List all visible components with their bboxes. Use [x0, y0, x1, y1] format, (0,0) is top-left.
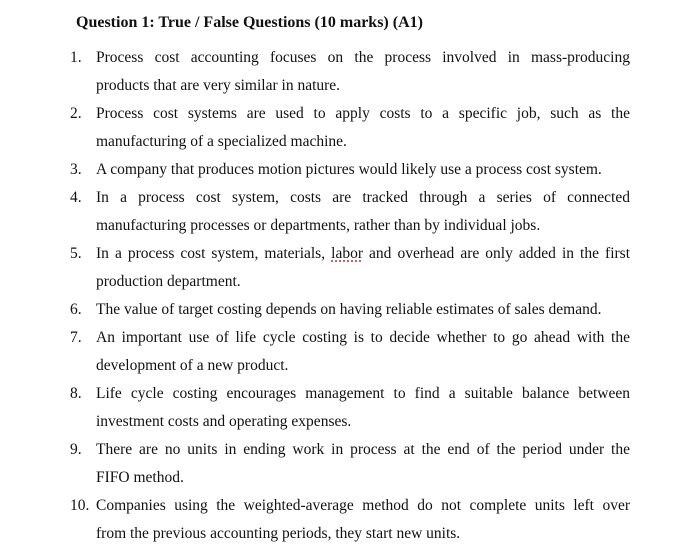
question-text	[96, 296, 630, 324]
question-line	[96, 240, 630, 268]
question-line: In a process cost system, costs are tracked through a series of connected	[96, 189, 630, 206]
question-line: from the previous accounting periods, they start new units.	[96, 525, 461, 542]
question-number: 4.	[70, 189, 82, 206]
question-text	[96, 240, 630, 296]
question-item-9	[0, 436, 700, 492]
question-item-5	[0, 240, 700, 296]
question-line: Process cost accounting focuses on the process involved in mass-producing	[96, 49, 630, 66]
question-text	[96, 100, 630, 156]
spellcheck-flagged-word[interactable]: labor	[331, 245, 363, 262]
question-line: There are no units in ending work in process at the end of the period under the	[96, 441, 630, 458]
question-line: products that are very similar in nature.	[96, 77, 341, 94]
question-item-7	[0, 324, 700, 380]
question-item-10	[0, 492, 700, 548]
page-title: Question 1: True / False Questions (10 marks) (A1)	[76, 14, 423, 31]
question-item-2	[0, 100, 700, 156]
question-line: manufacturing processes or departments, rather than by individual jobs.	[96, 217, 541, 234]
question-number: 1.	[70, 49, 82, 66]
question-line: A company that produces motion pictures would likely use a process cost system.	[96, 161, 602, 178]
question-line-part: In a process cost system, materials,	[96, 245, 326, 262]
question-text	[96, 184, 630, 240]
question-item-4	[0, 184, 700, 240]
question-number: 3.	[70, 161, 82, 178]
question-number: 7.	[70, 329, 82, 346]
question-number: 10.	[70, 497, 90, 514]
question-number: 8.	[70, 385, 82, 402]
question-text	[96, 44, 630, 100]
question-item-6	[0, 296, 700, 324]
question-item-3	[0, 156, 700, 184]
question-text	[96, 380, 630, 436]
question-line: An important use of life cycle costing is to decide whether to go ahead with the	[96, 329, 630, 346]
question-number: 2.	[70, 105, 82, 122]
question-line: The value of target costing depends on having reliable estimates of sales demand.	[96, 301, 602, 318]
question-line: FIFO method.	[96, 469, 184, 486]
question-text	[96, 436, 630, 492]
question-text	[96, 156, 630, 184]
question-line: manufacturing of a specialized machine.	[96, 133, 347, 150]
question-list	[0, 44, 700, 548]
question-line: production department.	[96, 273, 241, 290]
question-number: 6.	[70, 301, 82, 318]
question-text	[96, 324, 630, 380]
question-line: Life cycle costing encourages management to find a suitable balance between	[96, 385, 630, 402]
question-line: Process cost systems are used to apply costs to a specific job, such as the	[96, 105, 630, 122]
question-item-8	[0, 380, 700, 436]
question-text	[96, 492, 630, 548]
question-line-part: and overhead are only added in the first	[369, 245, 630, 262]
question-number: 9.	[70, 441, 82, 458]
question-line: investment costs and operating expenses.	[96, 413, 352, 430]
question-item-1	[0, 44, 700, 100]
question-line: Companies using the weighted-average method do not complete units left over	[96, 497, 630, 514]
question-line: development of a new product.	[96, 357, 289, 374]
question-number: 5.	[70, 245, 82, 262]
